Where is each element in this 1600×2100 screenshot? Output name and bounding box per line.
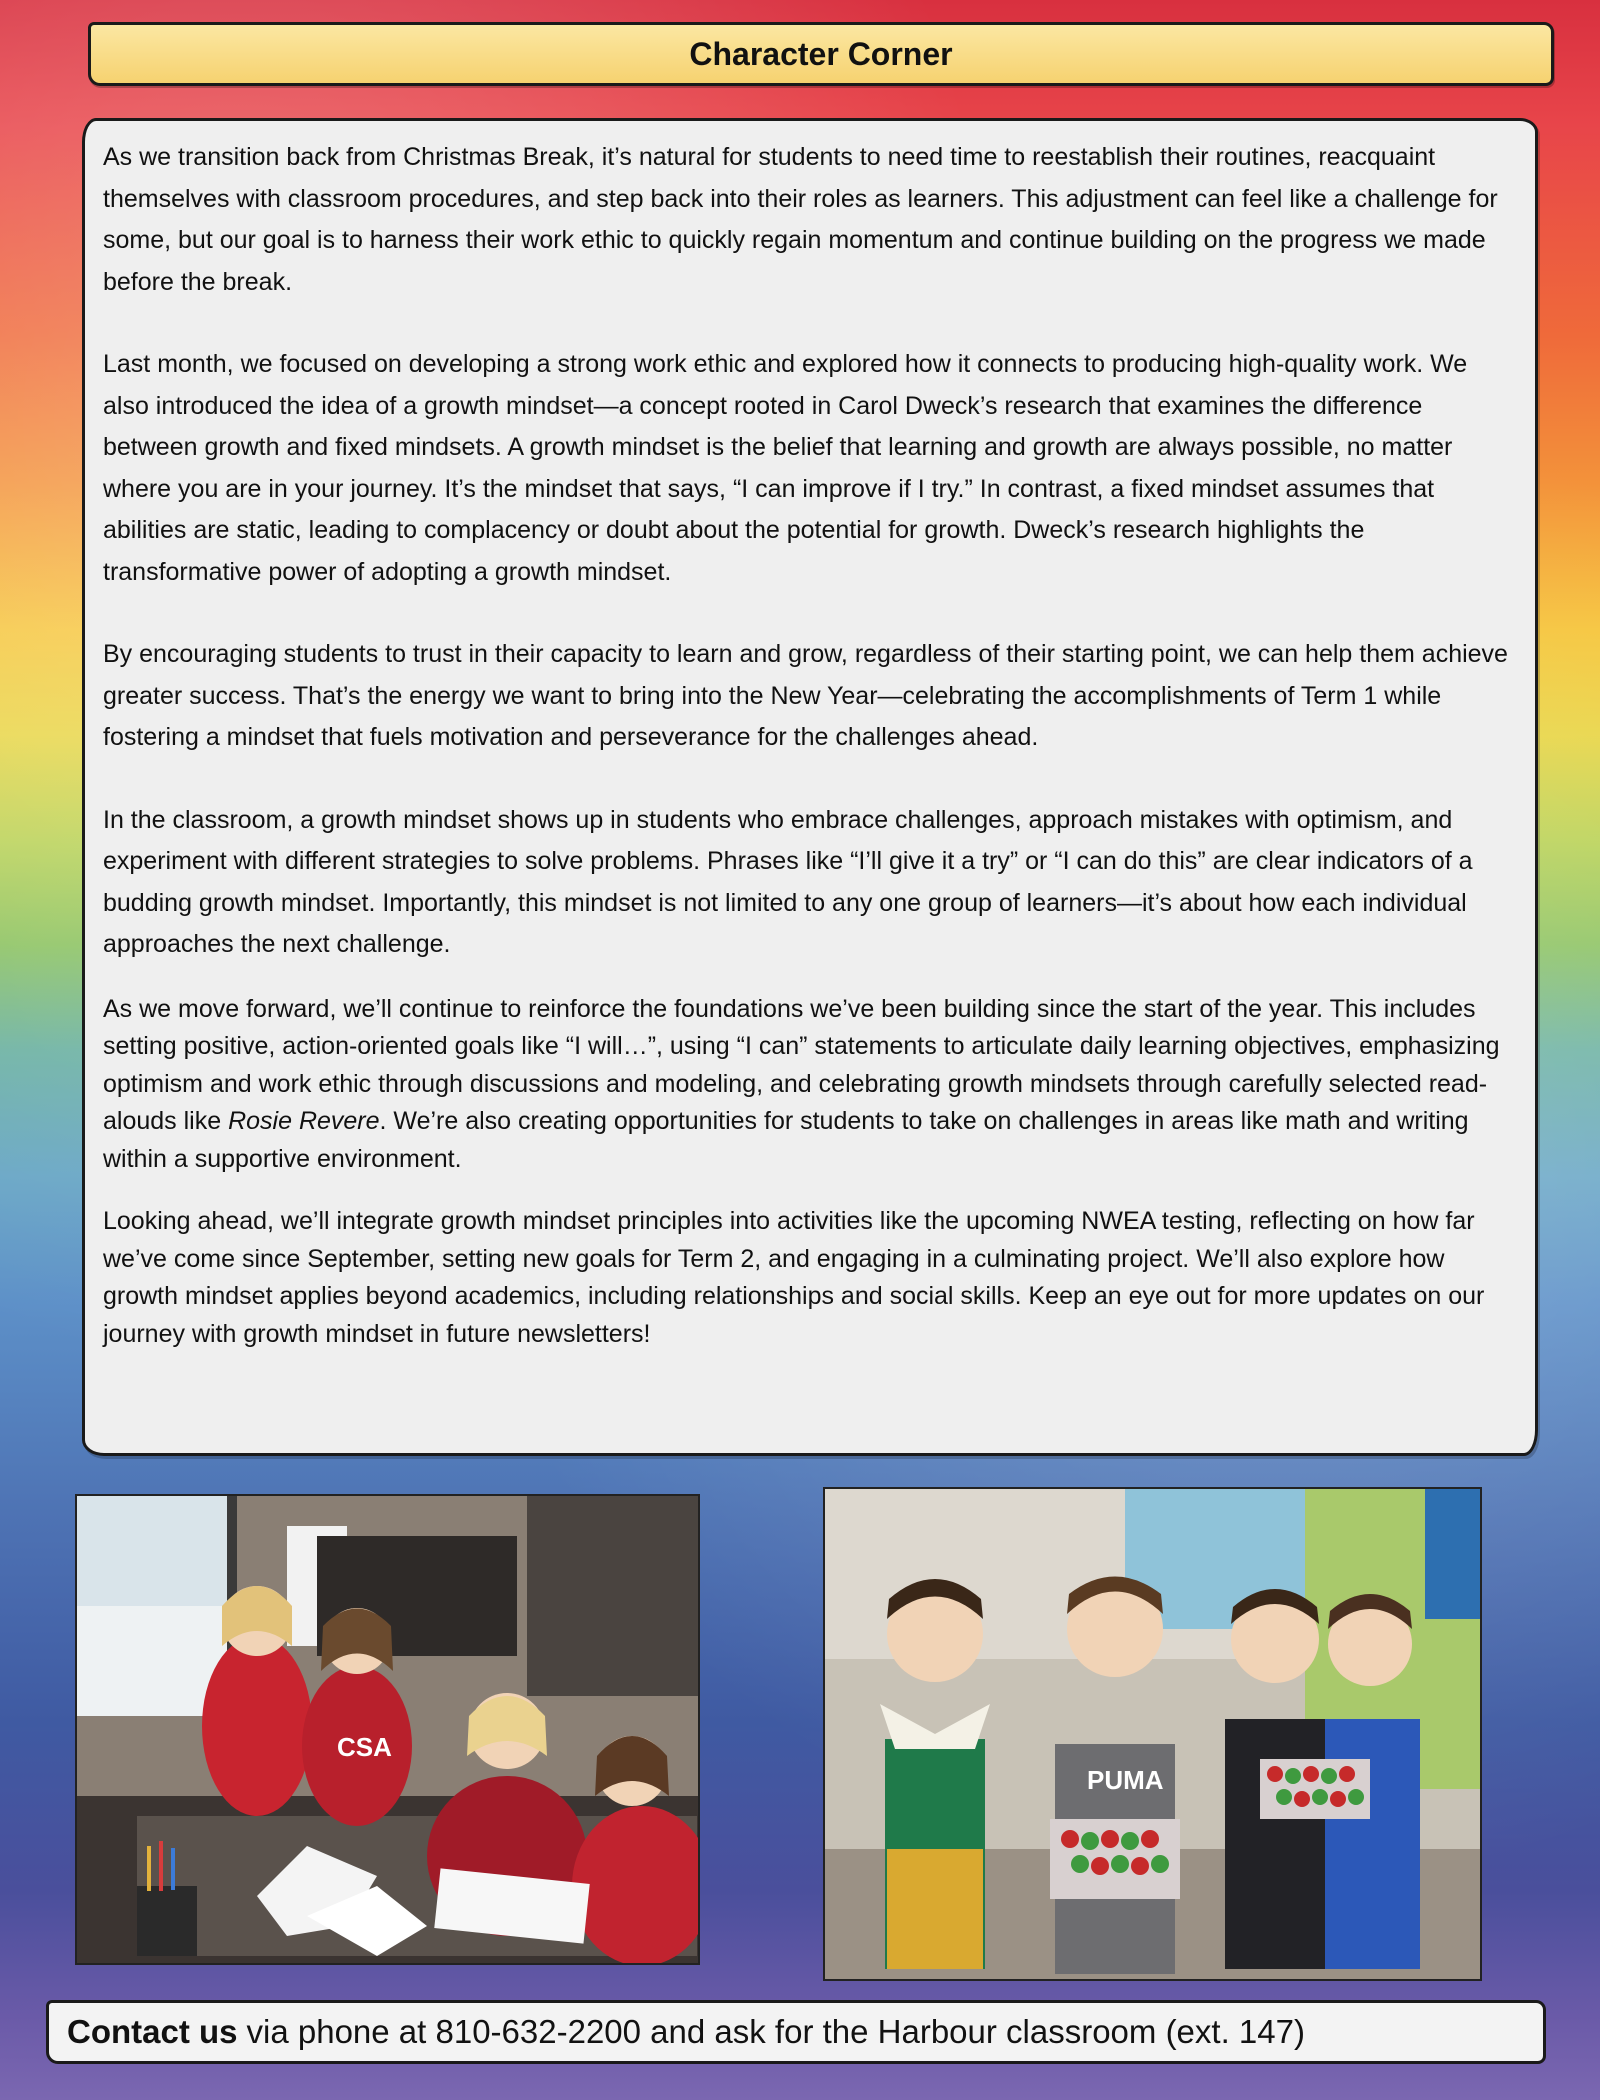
section-title: Character Corner [689,35,953,72]
paragraph-1: As we transition back from Christmas Break, it’s natural for students to need time to reestablish their routines, reacquaint themselves with classroom procedures, and step back into their roles as learners. This adjustment can feel like a challenge for some, but our goal is to harness their work ethic to quickly regain momentum and continue building on the progress we made before the break. [103,143,1498,296]
book-title: Rosie Revere [228,1107,380,1135]
hoodie-text: PUMA [1087,1765,1164,1795]
contact-bar [46,2000,1546,2064]
classroom-photo-illustration [77,1496,698,1963]
contact-lead: Contact us [67,2013,238,2050]
paragraph-4: In the classroom, a growth mindset shows up in students who embrace challenges, approach mistakes with optimism, and experiment with different strategies to solve problems. Phrases like “I’ll give it a try” or “I can do this” are clear indicators of a budding growth mindset. Importantly, this mindset is not limited to any one group of learners—it’s about how each individual approaches the next challenge. [103,805,1473,958]
cupcakes-photo-illustration [825,1489,1480,1979]
section-banner [88,22,1554,86]
paragraph-3: By encouraging students to trust in their capacity to learn and grow, regardless of their starting point, we can help them achieve greater success. That’s the energy we want to bring into the New Year—celebrating the accomplishments of Term 1 while fostering a mindset that fuels motivation and perseverance for the challenges ahead. [103,640,1508,751]
cupcakes-photo [823,1487,1482,1981]
paragraph-2: Last month, we focused on developing a strong work ethic and explored how it connects to producing high-quality work. We also introduced the idea of a growth mindset—a concept rooted in Carol Dweck’s research that examines the difference between growth and fixed mindsets. A growth mindset is the belief that learning and growth are always possible, no matter where you are in your journey. It’s the mindset that says, “I can improve if I try.” In contrast, a fixed mindset assumes that abilities are static, leading to complacency or doubt about the potential for growth. Dweck’s research highlights the transformative power of adopting a growth mindset. [103,350,1468,586]
classroom-photo [75,1494,700,1965]
article-card [82,118,1538,1456]
paragraph-5 [103,991,1517,1179]
contact-details: via phone at 810-632-2200 and ask for the Harbour classroom (ext. 147) [246,2013,1305,2050]
article-body [103,137,1517,1353]
paragraph-6: Looking ahead, we’ll integrate growth mindset principles into activities like the upcoming NWEA testing, reflecting on how far we’ve come since September, setting new goals for Term 2, and engaging in a culminating project. We’ll also explore how growth mindset applies beyond academics, including relationships and social skills. Keep an eye out for more updates on our journey with growth mindset in future newsletters! [103,1207,1485,1348]
paragraph-5-text: As we move forward, we’ll continue to reinforce the foundations we’ve been building since the start of the year. This includes setting positive, action-oriented goals like “I will…”, using “I can” statements to articulate daily learning objectives, emphasizing optimism and work ethic through discussions and modeling, and celebrating growth mindsets through carefully selected read-alouds like [103,994,1500,1135]
paragraph-5-tail: . We’re also creating opportunities for students to take on challenges in areas like math and writing within a supportive environment. [103,1107,1469,1173]
shirt-text: CSA [337,1732,392,1762]
